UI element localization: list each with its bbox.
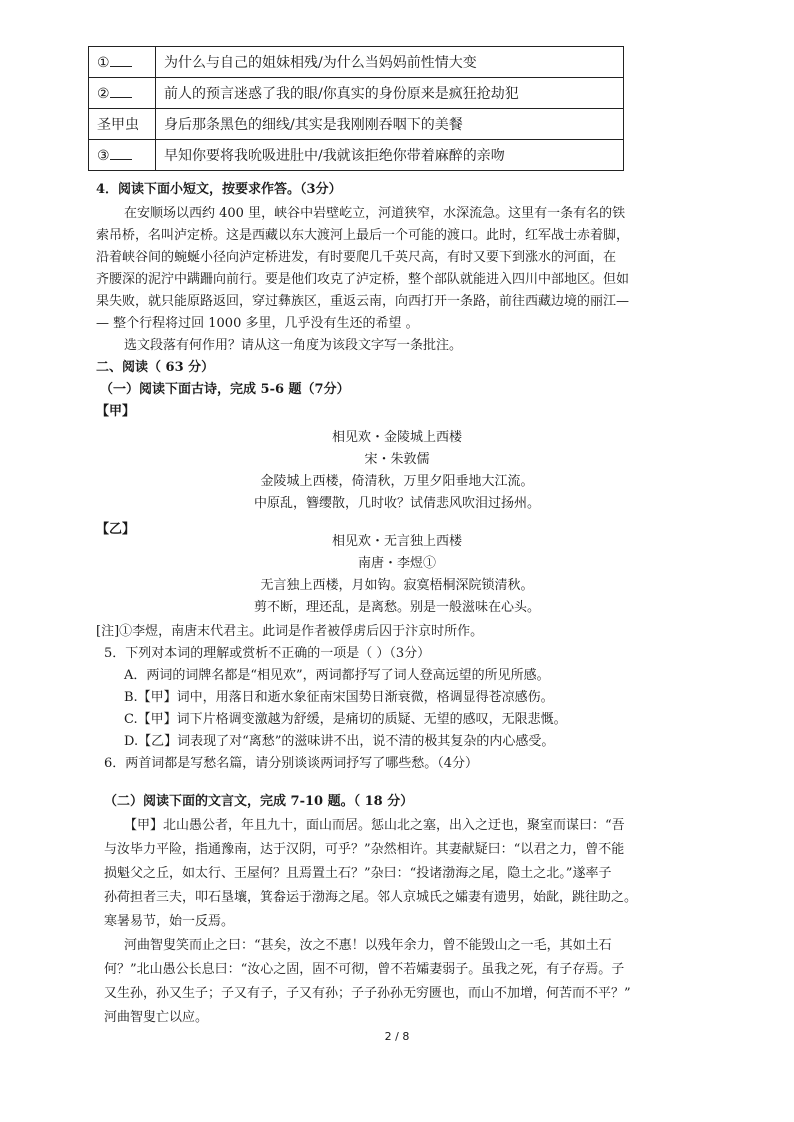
row-label-cell — [89, 47, 156, 78]
classical-text-line: 何？”北山愚公长息曰：“汝心之固，固不可彻，曾不若孀妻弱子。虽我之死，有子存焉。子 — [104, 962, 625, 977]
poem1-line: 中原乱，簪缨散，几时收？试倩悲风吹泪过扬州。 — [253, 496, 540, 511]
table-row — [89, 78, 624, 109]
q4-heading: 4．阅读下面小短文，按要求作答。（3分） — [96, 182, 342, 197]
section-heading: 二、阅读（ 63 分） — [96, 360, 215, 375]
q5-option-d[interactable]: D.【乙】词表现了对“离愁”的滋味讲不出，说不清的极其复杂的内心感受。 — [124, 734, 555, 749]
poem1-line: 金陵城上西楼，倚清秋，万里夕阳垂地大江流。 — [260, 474, 534, 489]
q4-prompt: 选文段落有何作用？请从这一角度为该段文字写一条批注。 — [124, 338, 463, 353]
q4-passage-line: 果失败，就只能原路返回，穿过彝族区，重返云南，向西打开一条路，前往西藏边境的丽江— — [96, 294, 630, 309]
page-number: 2 / 8 — [384, 1030, 410, 1043]
poem2-author: 南唐・李煜① — [357, 556, 436, 571]
classical-text-line: 寒暑易节，始一反焉。 — [104, 914, 235, 929]
q6-stem: 6．两首词都是写愁名篇，请分别谈谈两词抒写了哪些愁。（4分） — [104, 756, 479, 771]
footnote: [注]①李煜，南唐末代君主。此词是作者被俘虏后囚于汴京时所作。 — [96, 624, 484, 639]
classical-text-line: 【甲】北山愚公者，年且九十，面山而居。惩山北之塞，出入之迂也，聚室而谋曰：“吾 — [124, 818, 625, 833]
q4-passage-line: 齐腰深的泥泞中蹒跚向前行。要是他们攻克了泸定桥，整个部队就能进入四川中部地区。但如 — [96, 272, 630, 287]
row-label: ③ — [97, 147, 110, 164]
q5-option-c[interactable]: C.【甲】词下片格调变激越为舒缓，是痛切的质疑、无望的感叹，无限悲慨。 — [124, 712, 567, 727]
row-text-cell: 为什么与自己的姐妹相残/为什么当妈妈前性情大变 — [156, 47, 624, 78]
row-label: ① — [97, 54, 110, 71]
row-label-cell — [89, 78, 156, 109]
poem-table — [88, 46, 624, 171]
classical-text-line: 损魁父之丘，如太行、王屋何？且焉置土石？”杂曰：“投诸渤海之尾，隐土之北。”遂率子 — [104, 866, 612, 881]
part2-heading: （二）阅读下面的文言文，完成 7-10 题。（ 18 分） — [104, 794, 414, 809]
row-text-cell: 身后那条黑色的细线/其实是我刚刚吞咽下的美餐 — [156, 109, 624, 140]
q5-option-a[interactable]: A．两词的词牌名都是“相见欢”，两词都抒写了词人登高远望的所见所感。 — [124, 668, 550, 683]
table-row — [89, 109, 624, 140]
table-row — [89, 140, 624, 171]
answer-blank[interactable] — [110, 54, 132, 67]
classical-text-line: 又生孙，孙又生子；子又有子，子又有孙；子子孙孙无穷匮也，而山不加增，何苦而不平？” — [104, 986, 631, 1001]
classical-text-line: 河曲智叟笑而止之曰：“甚矣，汝之不惠！以残年余力，曾不能毁山之一毛，其如土石 — [124, 938, 612, 953]
poem2-line: 无言独上西楼，月如钩。寂寞梧桐深院锁清秋。 — [260, 578, 534, 593]
jia-label: 【甲】 — [96, 404, 136, 419]
poem2-title: 相见欢・无言独上西楼 — [331, 534, 462, 549]
q4-passage-line: 沿着峡谷间的蜿蜒小径向泸定桥进发，有时要爬几千英尺高，有时又要下到涨水的河面，在 — [96, 250, 617, 265]
poem1-title: 相见欢・金陵城上西楼 — [331, 430, 462, 445]
poem1-author: 宋・朱敦儒 — [364, 452, 430, 467]
row-label-cell — [89, 140, 156, 171]
row-label-cell: 圣甲虫 — [89, 109, 156, 140]
answer-blank[interactable] — [110, 85, 132, 98]
q4-passage-line: 索吊桥，名叫泸定桥。这是西藏以东大渡河上最后一个可能的渡口。此时，红军战士赤着脚， — [96, 228, 630, 243]
row-text-cell: 前人的预言迷惑了我的眼/你真实的身份原来是疯狂抢劫犯 — [156, 78, 624, 109]
row-label: ② — [97, 85, 110, 102]
q4-passage-line: 在安顺场以西约 400 里，峡谷中岩壁屹立，河道狭窄，水深流急。这里有一条有名的铁 — [124, 206, 626, 221]
row-text-cell: 早知你要将我吮吸进肚中/我就该拒绝你带着麻醉的亲吻 — [156, 140, 624, 171]
classical-text-line: 与汝毕力平险，指通豫南，达于汉阴，可乎？”杂然相许。其妻献疑曰：“以君之力，曾不能 — [104, 842, 625, 857]
poem2-line: 剪不断，理还乱，是离愁。别是一般滋味在心头。 — [253, 600, 540, 615]
answer-blank[interactable] — [110, 147, 132, 160]
q5-option-b[interactable]: B.【甲】词中，用落日和逝水象征南宋国势日渐衰微，格调显得苍凉感伤。 — [124, 690, 554, 705]
yi-label: 【乙】 — [96, 522, 136, 537]
part1-heading: （一）阅读下面古诗，完成 5-6 题（7分） — [100, 382, 350, 397]
table-row — [89, 47, 624, 78]
classical-text-line: 河曲智叟亡以应。 — [104, 1010, 209, 1025]
q5-stem: 5．下列对本词的理解或赏析不正确的一项是（ ）（3分） — [104, 646, 431, 661]
classical-text-line: 孙荷担者三夫，叩石垦壤，箕畚运于渤海之尾。邻人京城氏之孀妻有遗男，始龀，跳往助之。 — [104, 890, 638, 905]
q4-passage-line: — 整个行程将过回 1000 多里，几乎没有生还的希望 。 — [96, 316, 419, 331]
